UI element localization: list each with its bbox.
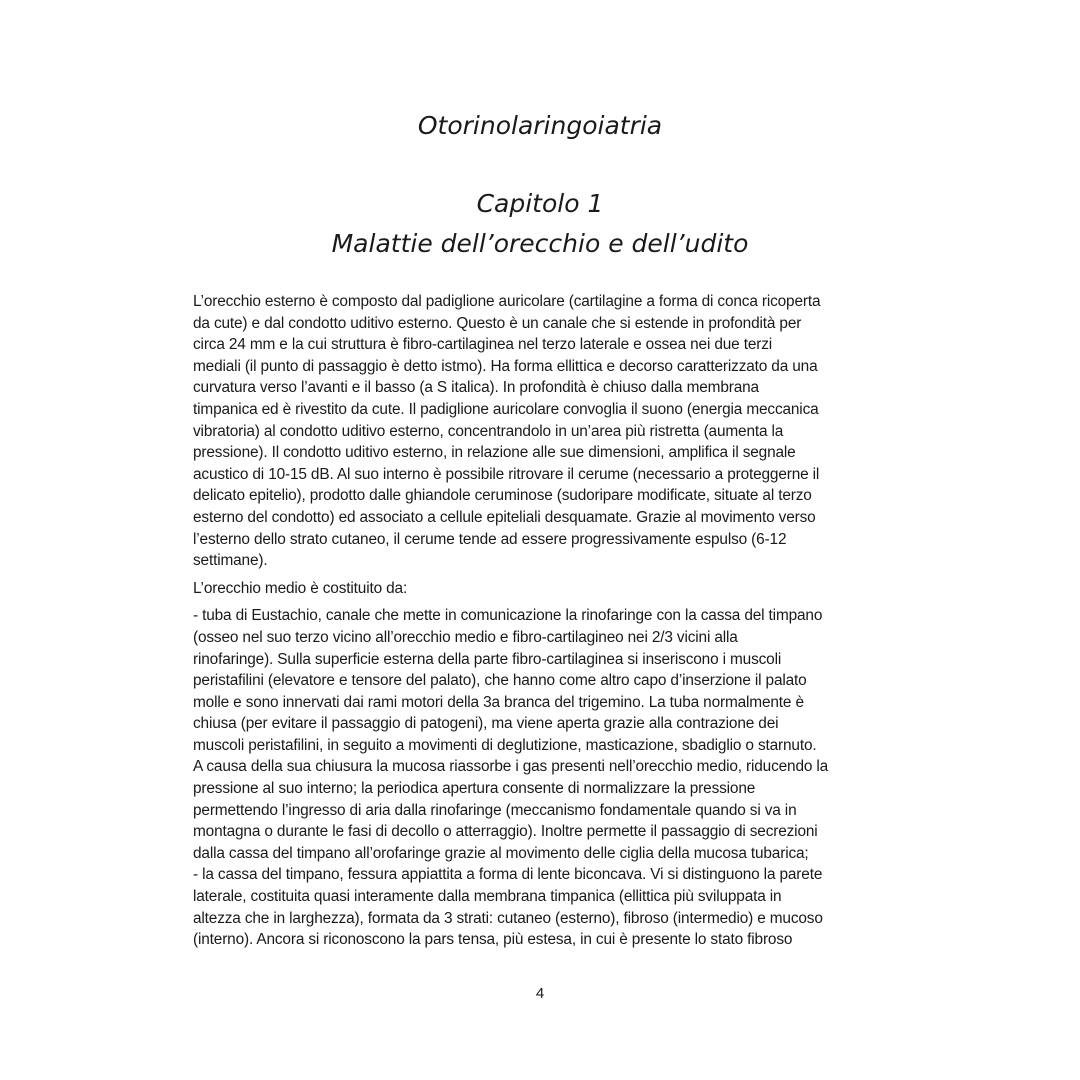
text-line: peristafilini (elevatore e tensore del palato), che hanno come altro capo d’inserzione il palato — [193, 672, 807, 690]
body-text — [193, 291, 893, 951]
text-line: esterno del condotto) ed associato a cellule epiteliali desquamate. Grazie al movimento verso — [193, 508, 816, 526]
text-line: vibratoria) al condotto uditivo esterno, concentrandolo in un’area più ristretta (aumenta la — [193, 422, 784, 440]
list-item — [193, 864, 893, 950]
chapter-heading — [0, 184, 1080, 264]
text-line: rinofaringe). Sulla superficie esterna della parte fibro-cartilaginea si inseriscono i muscoli — [193, 650, 782, 668]
text-line: altezza che in larghezza), formata da 3 strati: cutaneo (esterno), fibroso (intermedio) e mucoso — [193, 909, 823, 927]
text-line: pressione al suo interno; la periodica apertura consente di normalizzare la pressione — [193, 780, 756, 798]
text-line: (osseo nel suo terzo vicino all’orecchio medio e fibro-cartilagineo nei 2/3 vicini alla — [193, 628, 738, 646]
text-line: l’esterno dello strato cutaneo, il cerume tende ad essere progressivamente espulso (6-12 — [193, 530, 787, 548]
list-item — [193, 605, 893, 864]
text-line: permettendo l’ingresso di aria dalla rinofaringe (meccanismo fondamentale quando si va in — [193, 801, 797, 819]
paragraph — [193, 291, 893, 572]
text-line: timpanica ed è rivestito da cute. Il padiglione auricolare convoglia il suono (energia meccanica — [193, 400, 819, 418]
text-line: pressione). Il condotto uditivo esterno, in relazione alle sue dimensioni, amplifica il segnale — [193, 444, 796, 462]
text-line: settimane). — [193, 552, 268, 570]
text-line: - tuba di Eustachio, canale che mette in comunicazione la rinofaringe con la cassa del timpano — [193, 607, 823, 625]
text-line: chiusa (per evitare il passaggio di patogeni), ma viene aperta grazie alla contrazione dei — [193, 715, 779, 733]
text-line: curvatura verso l’avanti e il basso (a S italica). In profondità è chiuso dalla membrana — [193, 379, 759, 397]
text-line: acustico di 10-15 dB. Al suo interno è possibile ritrovare il cerume (necessario a proteggerne il — [193, 465, 820, 483]
text-line: circa 24 mm e la cui struttura è fibro-cartilaginea nel terzo laterale e ossea nei due terzi — [193, 336, 773, 354]
text-line: (interno). Ancora si riconoscono la pars tensa, più estesa, in cui è presente lo stato fibroso — [193, 931, 793, 949]
text-line: muscoli peristafilini, in seguito a movimenti di deglutizione, masticazione, sbadiglio o starnuto. — [193, 736, 817, 754]
text-line: delicato epitelio), prodotto dalle ghiandole ceruminose (sudoripare modificate, situate al terzo — [193, 487, 812, 505]
text-line: A causa della sua chiusura la mucosa riassorbe i gas presenti nell’orecchio medio, riducendo la — [193, 758, 829, 776]
chapter-number: Capitolo 1 — [476, 189, 604, 218]
chapter-title: Malattie dell’orecchio e dell’udito — [331, 229, 749, 258]
document-title: Otorinolaringoiatria — [417, 111, 663, 140]
text-line: da cute) e dal condotto uditivo esterno. Questo è un canale che si estende in profondità per — [193, 314, 802, 332]
page-number: 4 — [535, 985, 545, 1002]
text-line: molle e sono innervati dai rami motori della 3a branca del trigemino. La tuba normalmente è — [193, 693, 804, 711]
text-line: laterale, costituita quasi interamente dalla membrana timpanica (ellittica più sviluppata in — [193, 888, 782, 906]
text-line: L’orecchio medio è costituito da: — [193, 579, 408, 597]
text-line: montagna o durante le fasi di decollo o atterraggio). Inoltre permette il passaggio di secrezioni — [193, 823, 818, 841]
text-line: mediali (il punto di passaggio è detto istmo). Ha forma ellittica e decorso caratterizzato da una — [193, 357, 818, 375]
text-line: - la cassa del timpano, fessura appiattita a forma di lente biconcava. Vi si distinguono la parete — [193, 866, 823, 884]
paragraph — [193, 578, 893, 600]
text-line: L’orecchio esterno è composto dal padiglione auricolare (cartilagine a forma di conca ricoperta — [193, 293, 821, 310]
text-line: dalla cassa del timpano all’orofaringe grazie al movimento delle ciglia della mucosa tubarica; — [193, 844, 809, 862]
